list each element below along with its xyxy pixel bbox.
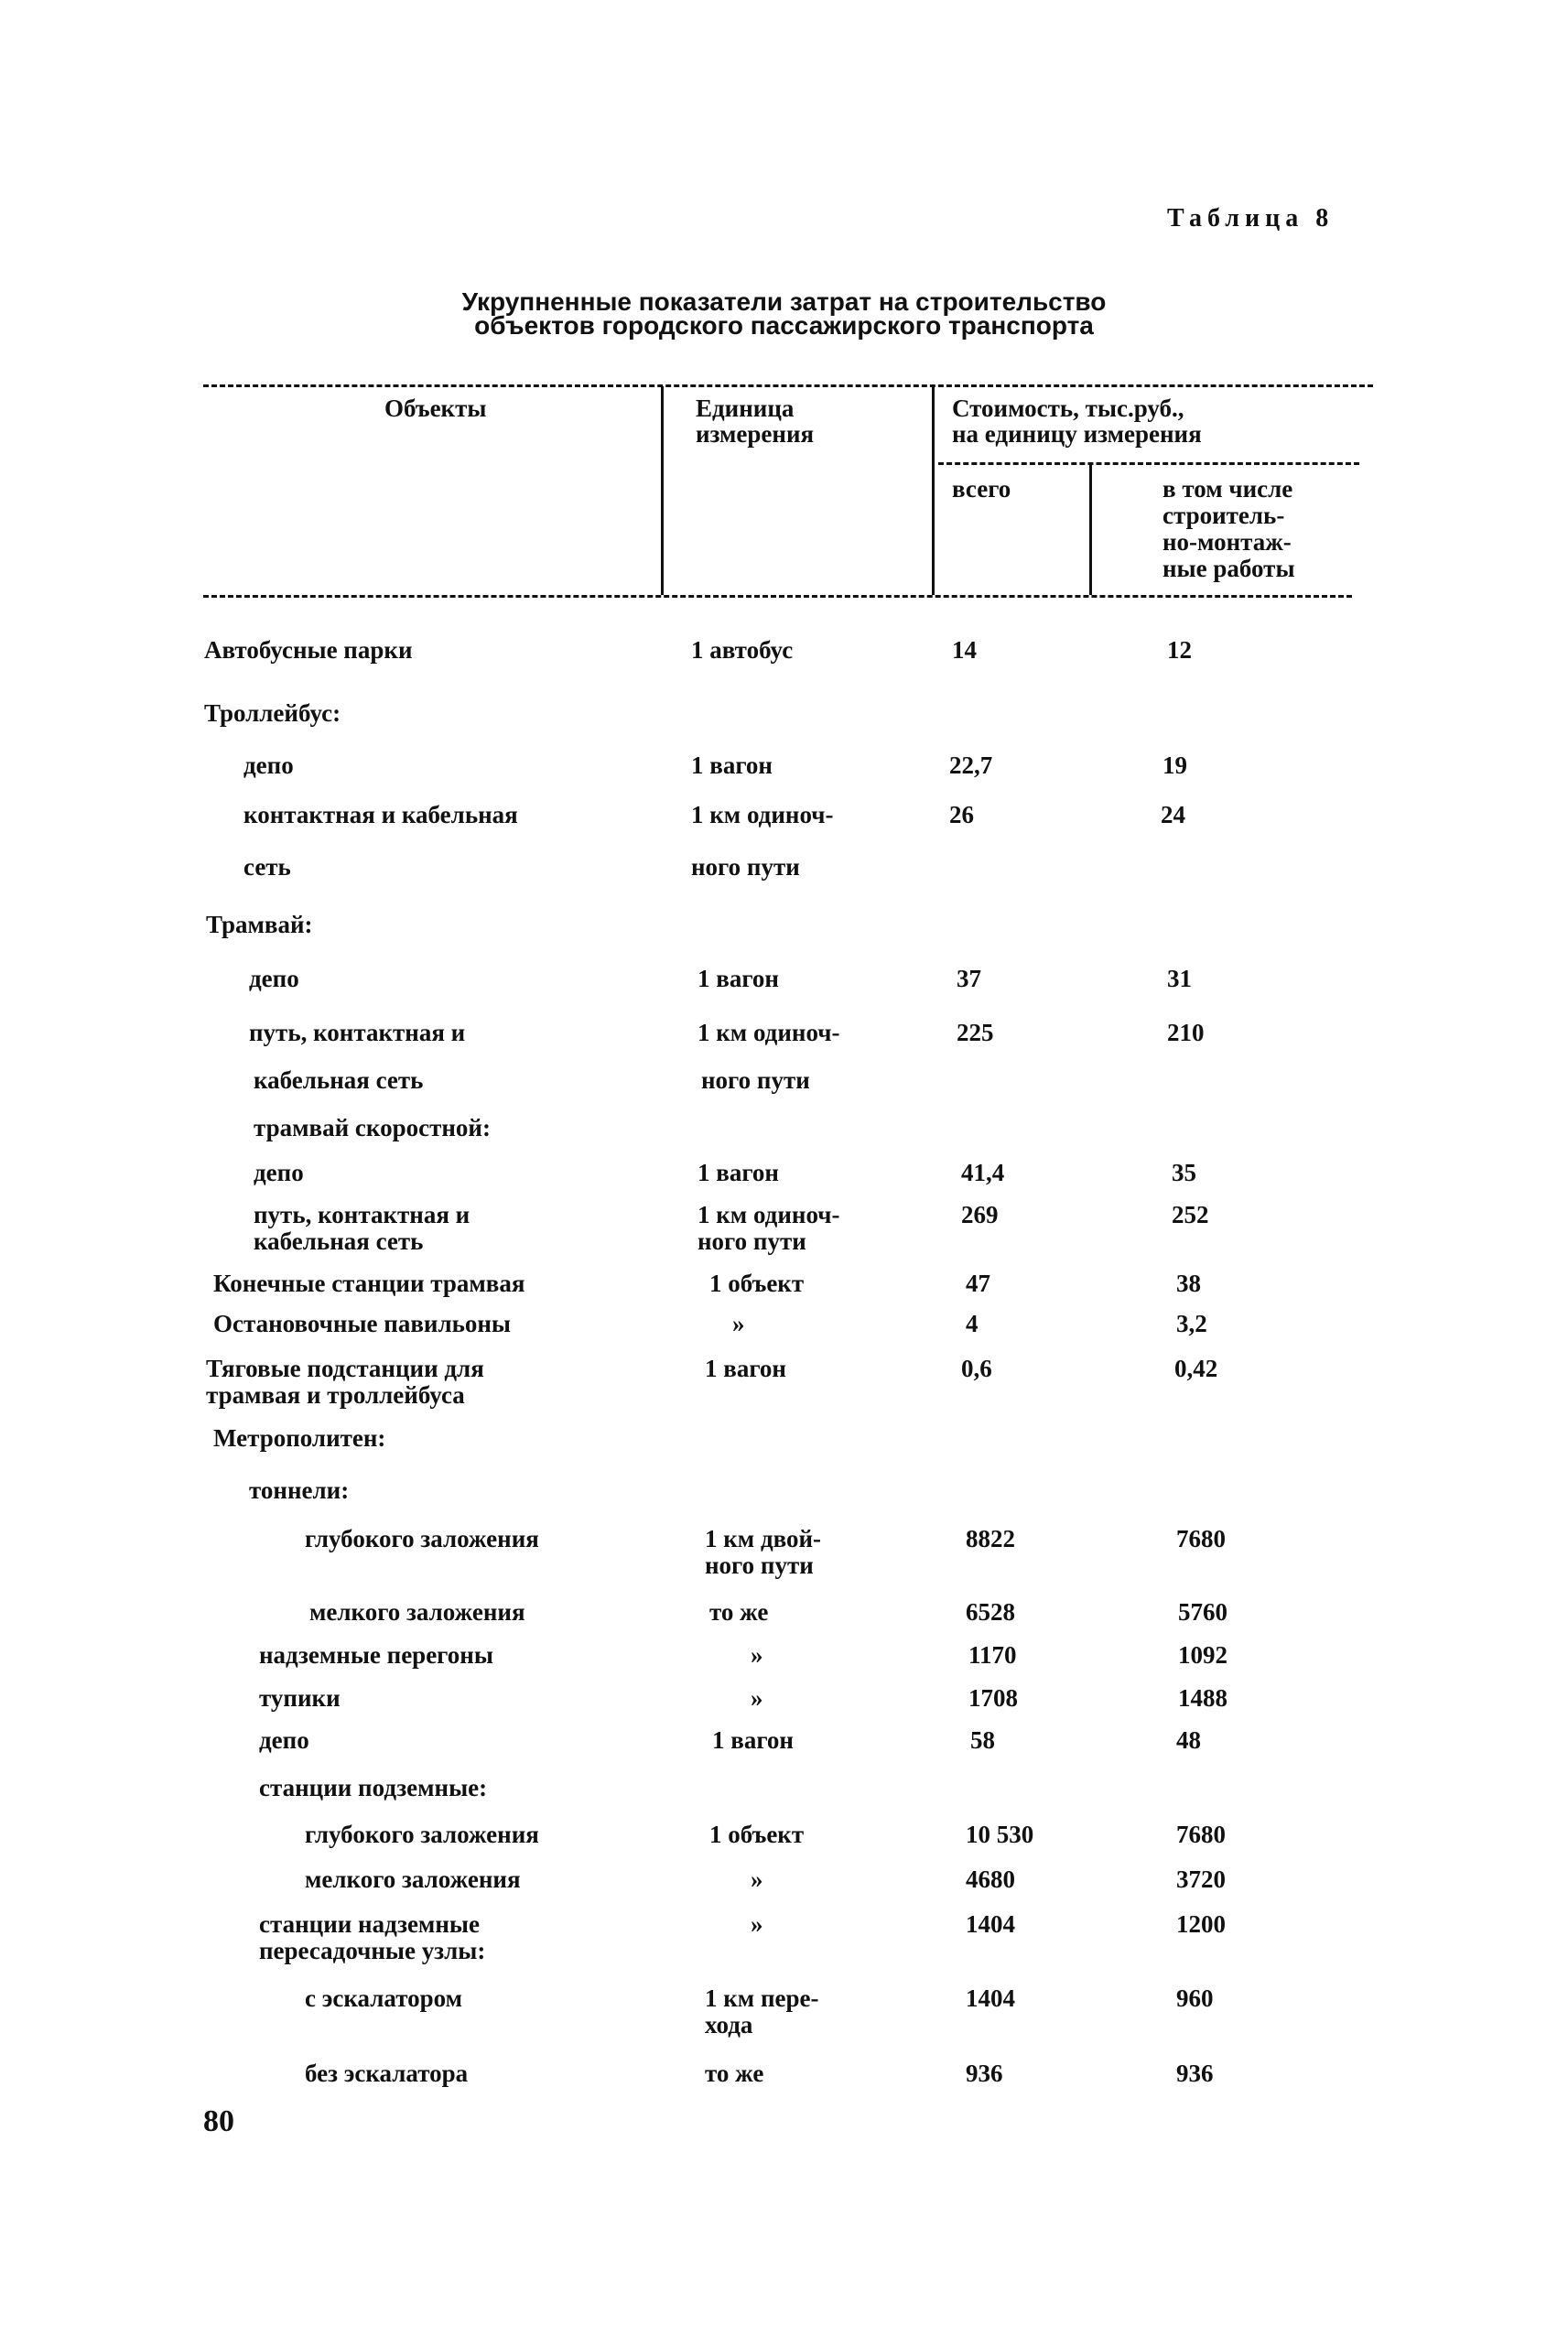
row-object: путь, контактная и кабельная сеть xyxy=(254,1201,470,1255)
row-total-cost: 1404 xyxy=(966,1984,1015,2012)
row-unit: 1 км одиноч- xyxy=(697,1019,840,1046)
row-total-cost: 1404 xyxy=(966,1910,1015,1938)
row-construction-cost: 5760 xyxy=(1178,1598,1227,1626)
row-object: депо xyxy=(254,1159,304,1186)
header-unit-line-2: измерения xyxy=(696,420,815,448)
row-construction-cost: 0,42 xyxy=(1174,1355,1218,1382)
row-unit: ного пути xyxy=(691,853,800,881)
row-object: Тяговые подстанции для трамвая и троллейбуса xyxy=(206,1355,484,1409)
row-unit: 1 км двой- ного пути xyxy=(705,1525,822,1579)
row-unit: 1 вагон xyxy=(712,1726,794,1754)
row-total-cost: 41,4 xyxy=(961,1159,1005,1186)
row-object: надземные перегоны xyxy=(259,1641,493,1669)
header-unit-line-1: Единица xyxy=(696,395,795,422)
row-construction-cost: 936 xyxy=(1176,2060,1214,2087)
row-construction-cost: 7680 xyxy=(1176,1525,1226,1552)
row-object: Конечные станции трамвая xyxy=(213,1270,525,1297)
row-construction-cost: 38 xyxy=(1176,1270,1201,1297)
row-object: депо xyxy=(249,965,299,992)
row-unit: » xyxy=(732,1310,745,1337)
row-object: сеть xyxy=(243,853,291,881)
row-unit: 1 автобус xyxy=(691,636,794,664)
row-total-cost: 47 xyxy=(966,1270,990,1297)
header-incl-line-1: в том числе xyxy=(1162,475,1293,503)
row-object: контактная и кабельная xyxy=(243,801,518,828)
table-caption-line-2: объектов городского пассажирского транспорта xyxy=(474,311,1094,340)
row-unit: » xyxy=(751,1684,763,1712)
row-construction-cost: 12 xyxy=(1167,636,1192,664)
row-total-cost: 1708 xyxy=(968,1684,1018,1712)
column-divider-1 xyxy=(661,386,664,595)
row-total-cost: 225 xyxy=(957,1019,994,1046)
row-construction-cost: 1488 xyxy=(1178,1684,1227,1712)
table-number: Таблица 8 xyxy=(1167,204,1335,232)
row-construction-cost: 252 xyxy=(1172,1201,1209,1228)
row-total-cost: 37 xyxy=(957,965,981,992)
row-total-cost: 26 xyxy=(949,801,974,828)
row-construction-cost: 24 xyxy=(1161,801,1185,828)
row-total-cost: 10 530 xyxy=(966,1821,1034,1848)
row-object: Автобусные парки xyxy=(204,636,413,664)
row-unit: » xyxy=(751,1641,763,1669)
row-object: с эскалатором xyxy=(305,1984,463,2012)
row-total-cost: 4680 xyxy=(966,1865,1015,1893)
row-unit: ного пути xyxy=(701,1066,810,1094)
row-construction-cost: 7680 xyxy=(1176,1821,1226,1848)
row-object: путь, контактная и xyxy=(249,1019,466,1046)
row-construction-cost: 210 xyxy=(1167,1019,1205,1046)
row-object: трамвай скоростной: xyxy=(254,1114,491,1141)
row-construction-cost: 48 xyxy=(1176,1726,1201,1754)
row-object: мелкого заложения xyxy=(305,1865,521,1893)
row-object: кабельная сеть xyxy=(254,1066,424,1094)
row-total-cost: 936 xyxy=(966,2060,1003,2087)
row-object: тоннели: xyxy=(249,1476,350,1504)
header-top-rule xyxy=(203,384,1373,387)
row-object: Метрополитен: xyxy=(213,1424,386,1452)
row-object: без эскалатора xyxy=(305,2060,469,2087)
row-unit: 1 объект xyxy=(709,1821,805,1848)
header-incl-line-3: но-монтаж- xyxy=(1162,528,1292,556)
row-unit: 1 вагон xyxy=(697,965,779,992)
row-construction-cost: 35 xyxy=(1172,1159,1196,1186)
row-construction-cost: 19 xyxy=(1162,752,1187,779)
row-unit: 1 км одиноч- ного пути xyxy=(697,1201,840,1255)
row-unit: » xyxy=(751,1865,763,1893)
row-object: мелкого заложения xyxy=(309,1598,525,1626)
row-total-cost: 6528 xyxy=(966,1598,1015,1626)
row-object: Троллейбус: xyxy=(204,699,341,727)
header-bottom-rule xyxy=(203,595,1352,598)
header-incl-line-4: ные работы xyxy=(1162,555,1295,582)
row-unit: то же xyxy=(705,2060,764,2087)
header-objects: Объекты xyxy=(384,395,487,422)
row-unit: » xyxy=(751,1910,763,1938)
row-total-cost: 14 xyxy=(952,636,977,664)
row-object: Остановочные павильоны xyxy=(213,1310,512,1337)
header-total: всего xyxy=(952,475,1011,503)
row-total-cost: 8822 xyxy=(966,1525,1015,1552)
row-construction-cost: 1092 xyxy=(1178,1641,1227,1669)
row-unit: 1 объект xyxy=(709,1270,805,1297)
row-unit: 1 вагон xyxy=(705,1355,786,1382)
row-unit: 1 вагон xyxy=(691,752,773,779)
row-construction-cost: 960 xyxy=(1176,1984,1214,2012)
header-cost-line-2: на единицу измерения xyxy=(952,420,1202,448)
table-caption-line-1: Укрупненные показатели затрат на строительство xyxy=(461,287,1107,316)
column-divider-2 xyxy=(932,386,935,595)
header-subdivider-rule xyxy=(938,462,1359,465)
row-object: Трамвай: xyxy=(206,911,313,938)
row-construction-cost: 3,2 xyxy=(1176,1310,1207,1337)
row-unit: 1 км одиноч- xyxy=(691,801,834,828)
row-unit: 1 вагон xyxy=(697,1159,779,1186)
row-object: станции подземные: xyxy=(259,1774,488,1801)
page-number: 80 xyxy=(203,2104,234,2138)
row-total-cost: 269 xyxy=(961,1201,999,1228)
row-object: глубокого заложения xyxy=(305,1525,539,1552)
row-unit: то же xyxy=(709,1598,769,1626)
row-object: депо xyxy=(259,1726,309,1754)
row-object: станции надземные пересадочные узлы: xyxy=(259,1910,486,1964)
row-object: депо xyxy=(243,752,294,779)
row-total-cost: 4 xyxy=(966,1310,979,1337)
row-total-cost: 58 xyxy=(970,1726,995,1754)
row-construction-cost: 31 xyxy=(1167,965,1192,992)
row-total-cost: 1170 xyxy=(968,1641,1017,1669)
row-unit: 1 км пере- хода xyxy=(705,1984,819,2038)
row-object: тупики xyxy=(259,1684,341,1712)
column-divider-3 xyxy=(1089,462,1092,595)
row-object: глубокого заложения xyxy=(305,1821,539,1848)
row-construction-cost: 3720 xyxy=(1176,1865,1226,1893)
header-incl-line-2: строитель- xyxy=(1162,502,1285,529)
header-cost-line-1: Стоимость, тыс.руб., xyxy=(952,395,1184,422)
row-construction-cost: 1200 xyxy=(1176,1910,1226,1938)
row-total-cost: 22,7 xyxy=(949,752,993,779)
row-total-cost: 0,6 xyxy=(961,1355,992,1382)
